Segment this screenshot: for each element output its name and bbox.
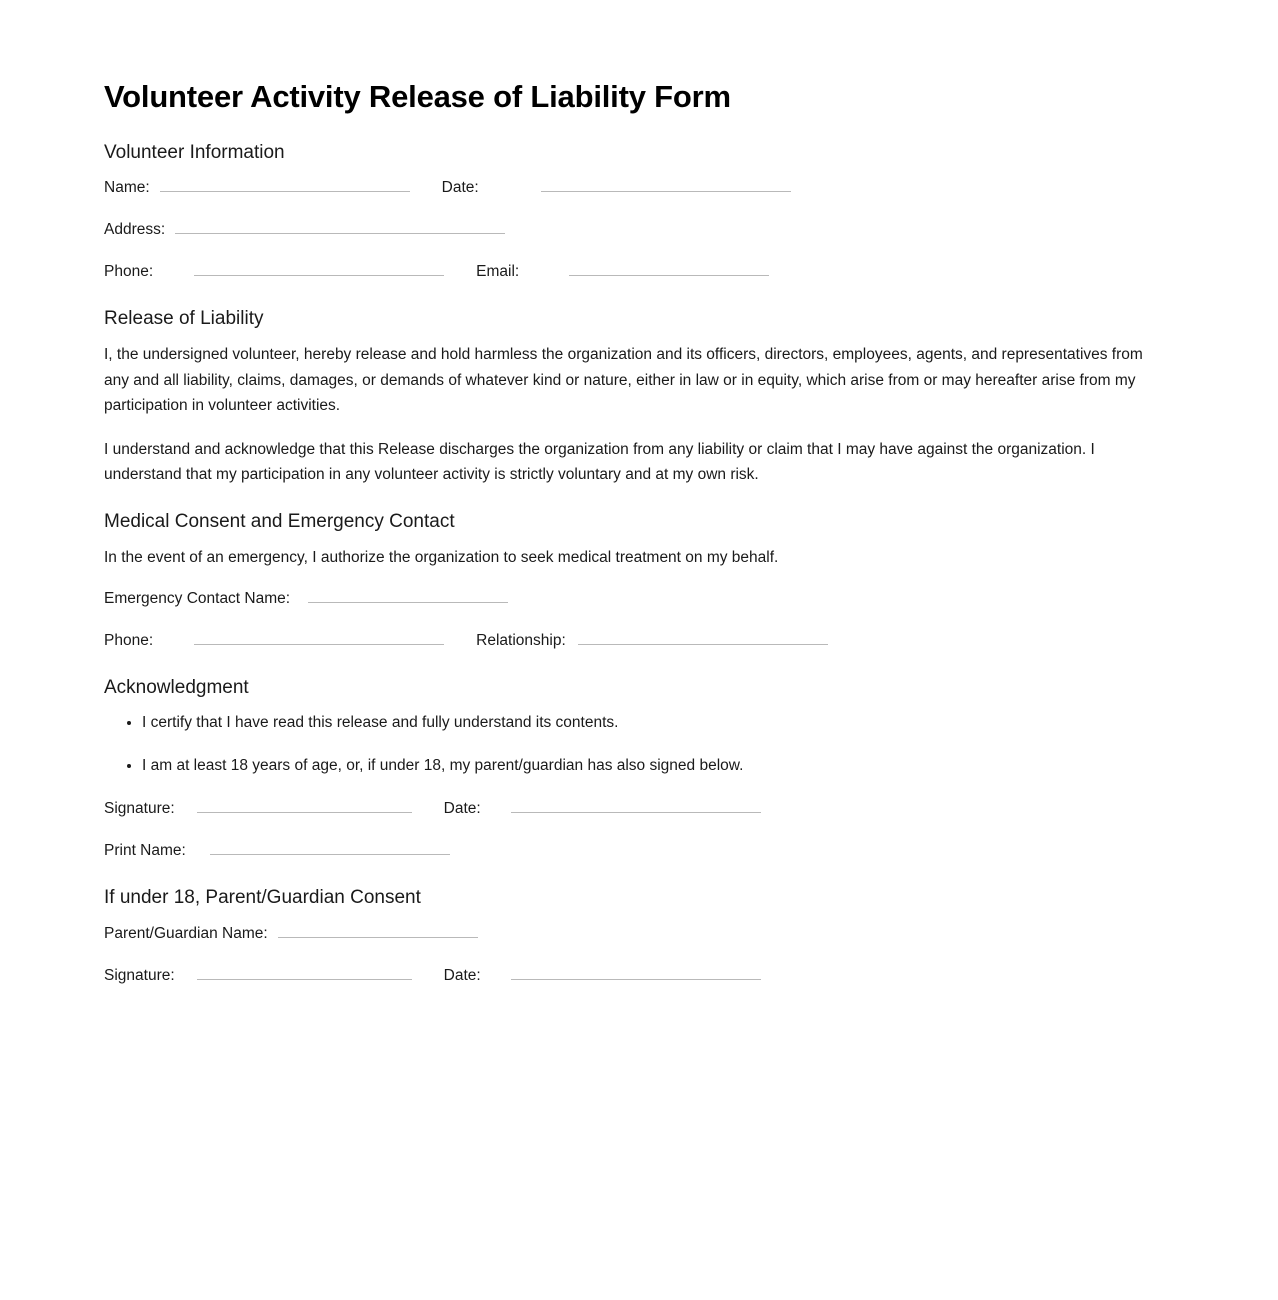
section-heading-release-of-liability: Release of Liability [104,308,264,330]
input-name[interactable] [160,177,410,192]
section-heading-volunteer-information: Volunteer Information [104,141,285,163]
input-relationship[interactable] [578,630,828,645]
field-row-name-date [104,175,1178,197]
input-guardian-name[interactable] [278,923,478,938]
label-address: Address: [104,221,166,239]
label-emergency-phone: Phone: [104,632,154,650]
input-signature[interactable] [197,798,412,813]
label-print-name: Print Name: [104,842,186,860]
input-email[interactable] [569,261,769,276]
field-print-name [104,840,450,860]
label-signature: Signature: [104,800,175,818]
field-row-signature-date [104,796,1178,818]
field-row-emergency-phone-relationship [104,628,1178,650]
field-relationship [476,630,828,650]
field-guardian-signature [104,965,412,985]
input-phone[interactable] [194,261,444,276]
input-print-name[interactable] [210,840,450,855]
page-title: Volunteer Activity Release of Liability Form [104,79,731,114]
label-guardian-signature: Signature: [104,967,175,985]
acknowledgment-list [104,711,1178,779]
release-paragraph-2: I understand and acknowledge that this Release discharges the organization from any liability or claim that I may have against the organization. I understand that my participation in any volunteer activity is strictly voluntary and at my own risk. [104,440,1095,484]
field-row-guardian-signature-date [104,963,1178,985]
field-row-phone-email [104,259,1178,281]
section-heading-guardian-consent: If under 18, Parent/Guardian Consent [104,887,421,909]
section-heading-acknowledgment: Acknowledgment [104,677,249,699]
list-item: • I am at least 18 years of age, or, if under 18, my parent/guardian has also signed below. [142,754,1178,779]
section-heading-medical-consent: Medical Consent and Emergency Contact [104,510,455,532]
field-signature [104,798,412,818]
medical-paragraph: In the event of an emergency, I authorize the organization to seek medical treatment on my behalf. [104,548,779,566]
field-name [104,177,410,197]
field-phone [104,261,444,281]
input-signature-date[interactable] [511,798,761,813]
input-emergency-phone[interactable] [194,630,444,645]
input-date[interactable] [541,177,791,192]
field-address [104,219,505,239]
field-row-emergency-contact-name [104,586,1178,608]
input-guardian-signature[interactable] [197,965,412,980]
label-relationship: Relationship: [476,632,566,650]
field-emergency-contact-name [104,588,508,608]
label-guardian-date: Date: [443,967,481,985]
field-signature-date [444,798,761,818]
label-signature-date: Date: [443,800,481,818]
label-email: Email: [476,263,520,281]
input-address[interactable] [175,219,505,234]
release-paragraph-1: I, the undersigned volunteer, hereby release and hold harmless the organization and its officers, directors, employees, agents, and representatives from any and all liability, claims, damages, or demands of whatever kind or nature, either in law or in equity, which arise from or may hereafter arise from my participation in volunteer activities. [104,346,1143,415]
label-guardian-name: Parent/Guardian Name: [104,925,268,943]
field-date [442,177,791,197]
label-emergency-contact-name: Emergency Contact Name: [104,590,291,608]
field-row-print-name [104,838,1178,860]
field-guardian-date [444,965,761,985]
label-phone: Phone: [104,263,154,281]
list-item: • I certify that I have read this release and fully understand its contents. [142,711,1178,736]
label-name: Name: [104,179,150,197]
input-emergency-contact-name[interactable] [308,588,508,603]
field-email [476,261,769,281]
field-guardian-name [104,923,478,943]
field-row-address [104,217,1178,239]
field-row-guardian-name [104,921,1178,943]
label-date: Date: [441,179,479,197]
input-guardian-date[interactable] [511,965,761,980]
field-emergency-phone [104,630,444,650]
